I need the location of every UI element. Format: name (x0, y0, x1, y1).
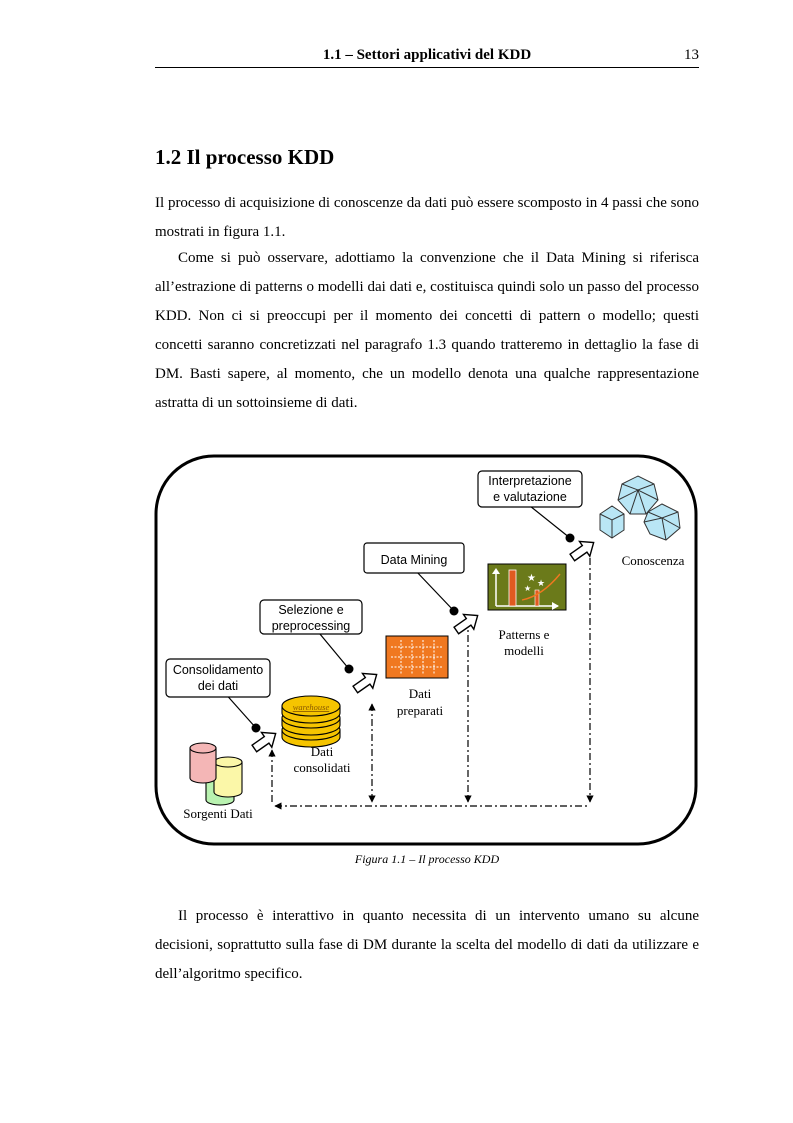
figure-caption: Figura 1.1 – Il processo KDD (354, 852, 500, 866)
leader-dot (252, 724, 261, 733)
knowledge-gems-icon (600, 476, 680, 540)
leader-dot (345, 665, 354, 674)
step-data-mining (364, 543, 464, 573)
stage-label-patterns: Patterns e (498, 627, 550, 642)
running-title: 1.1 – Settori applicativi del KDD (322, 47, 532, 63)
step-consolidamento (166, 659, 270, 697)
stage-label-preparati: preparati (396, 703, 444, 718)
step-label: Consolidamento (172, 663, 264, 677)
step-interpretazione (478, 471, 582, 507)
stage-label-patterns: modelli (504, 643, 544, 658)
warehouse-label: warehouse (292, 702, 330, 712)
step-arrow-icon (350, 667, 382, 697)
database-cylinders-icon (190, 743, 242, 805)
prepared-data-grid-icon (386, 636, 448, 678)
step-label: preprocessing (271, 619, 351, 633)
step-label: e valutazione (493, 490, 567, 504)
stage-label-preparati: Dati (408, 686, 432, 701)
running-head (155, 47, 699, 68)
step-label: Interpretazione (488, 474, 572, 488)
step-label: Selezione e (278, 603, 344, 617)
step-label: Data Mining (380, 553, 448, 567)
leader-dot (450, 607, 459, 616)
paragraph-3: Il processo è interattivo in quanto necessita di un intervento umano su alcune decisioni, soprattutto sulla fase di DM durante la scelta del modello di dati da utilizzare e dell’algoritmo specifico. (155, 908, 699, 982)
step-label: dei dati (197, 679, 239, 693)
step-selezione (260, 600, 362, 634)
patterns-chart-icon (488, 564, 566, 610)
section-heading: 1.2 Il processo KDD (155, 145, 335, 169)
svg-text:★: ★ (527, 573, 536, 584)
stage-label-consolidati: consolidati (293, 760, 351, 775)
paragraph-1: Il processo di acquisizione di conoscenze da dati può essere scomposto in 4 passi che sono mostrati in figura 1.1. (155, 195, 699, 240)
paragraph-2: Come si può osservare, adottiamo la convenzione che il Data Mining si riferisca all’estrazione di patterns o modelli dai dati e, costituisca quindi solo un passo del processo KDD. Non ci si preoccupi per il momento dei concetti di pattern o modello; questi concetti saranno concretizzati nel paragrafo 1.3 quando tratteremo in dettaglio la fase di DM. Basti sapere, al momento, che un modello denota una qualche rappresentazione astratta di un sottoinsieme di dati. (155, 250, 699, 411)
stage-label-consolidati: Dati (310, 744, 334, 759)
stage-label-sorgenti: Sorgenti Dati (183, 806, 253, 821)
svg-text:★: ★ (524, 584, 532, 593)
figure-kdd-process (150, 450, 702, 850)
svg-text:★: ★ (537, 579, 546, 589)
leader-dot (566, 534, 575, 543)
page-number: 13 (684, 47, 699, 63)
stage-label-conoscenza: Conoscenza (621, 553, 685, 568)
